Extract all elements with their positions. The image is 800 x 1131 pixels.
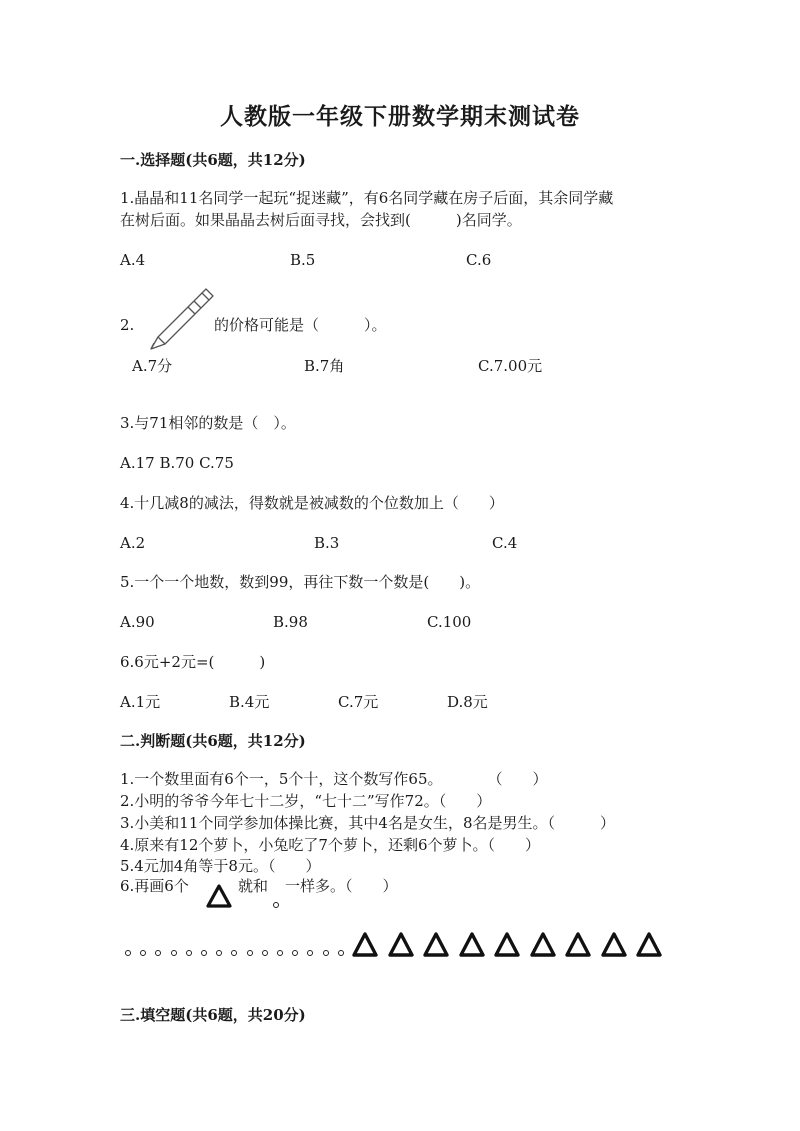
q1-option-a: A.4: [120, 251, 146, 269]
judge-item-4: 4.原来有12个萝卜，小兔吃了7个萝卜，还剩6个萝卜。（ ）: [120, 836, 540, 854]
q1-text-line1: 1.晶晶和11名同学一起玩“捉迷藏”，有6名同学藏在房子后面，其余同学藏: [120, 189, 614, 207]
q3-text: 3.与71相邻的数是（ ）。: [120, 414, 296, 432]
triangle-icon: [530, 932, 556, 958]
q5-option-a: A.90: [120, 613, 155, 631]
circle-icon: [247, 950, 253, 956]
q6-option-b: B.4元: [229, 693, 270, 711]
q1-text-line2: 在树后面。如果晶晶去树后面寻找，会找到( )名同学。: [120, 211, 522, 229]
circle-icon: [125, 950, 131, 956]
section-heading-judgement: 二.判断题(共6题，共12分): [120, 732, 306, 750]
circle-icon: [171, 950, 177, 956]
q2-number: 2.: [120, 316, 135, 334]
circle-icon: [323, 950, 329, 956]
q4-option-c: C.4: [492, 534, 518, 552]
q6-option-c: C.7元: [338, 693, 379, 711]
triangle-icon: [601, 932, 627, 958]
triangle-icon: [388, 932, 414, 958]
q6-text: 6.6元+2元=( ): [120, 653, 266, 671]
circle-icon: [231, 950, 237, 956]
section-heading-fill: 三.填空题(共6题，共20分): [120, 1006, 306, 1024]
circle-icon: [273, 902, 279, 908]
q4-option-b: B.3: [314, 534, 340, 552]
q2-option-c: C.7.00元: [478, 357, 543, 375]
q1-option-c: C.6: [466, 251, 492, 269]
judge-item-5: 5.4元加4角等于8元。（ ）: [120, 857, 321, 875]
triangle-icon: [636, 932, 662, 958]
judge-item-2: 2.小明的爷爷今年七十二岁，“七十二”写作72。（ ）: [120, 792, 492, 810]
triangle-icon: [565, 932, 591, 958]
circle-icon: [338, 950, 344, 956]
circle-icon: [216, 950, 222, 956]
triangle-icon: [494, 932, 520, 958]
judge-item-3: 3.小美和11个同学参加体操比赛，其中4名是女生，8名是男生。（ ）: [120, 814, 615, 832]
q2-option-b: B.7角: [304, 357, 345, 375]
circle-icon: [186, 950, 192, 956]
triangle-icon: [423, 932, 449, 958]
circle-icon: [262, 950, 268, 956]
triangle-icon: [206, 884, 232, 908]
judge-item-6-part3: 一样多。（ ）: [285, 877, 398, 895]
circle-icon: [277, 950, 283, 956]
triangle-icon: [459, 932, 485, 958]
q5-text: 5.一个一个地数，数到99，再往下数一个数是( )。: [120, 573, 481, 591]
section-heading-choice: 一.选择题(共6题，共12分): [120, 151, 306, 169]
page-title: 人教版一年级下册数学期末测试卷: [220, 103, 580, 130]
q6-option-a: A.1元: [120, 693, 161, 711]
pen-icon: [142, 285, 214, 353]
q4-option-a: A.2: [120, 534, 146, 552]
q1-option-b: B.5: [290, 251, 316, 269]
q4-text: 4.十几减8的减法，得数就是被减数的个位数加上（ ）: [120, 494, 504, 512]
circle-icon: [292, 950, 298, 956]
q3-options: A.17 B.70 C.75: [120, 454, 234, 472]
q6-option-d: D.8元: [447, 693, 488, 711]
q5-option-c: C.100: [427, 613, 472, 631]
circle-icon: [307, 950, 313, 956]
circle-icon: [201, 950, 207, 956]
judge-item-6-part2: 就和: [238, 877, 269, 895]
judge-item-1: 1.一个数里面有6个一，5个十，这个数写作65。 （ ）: [120, 770, 548, 788]
judge-item-6-part1: 6.再画6个: [120, 877, 189, 895]
q5-option-b: B.98: [273, 613, 308, 631]
circle-icon: [155, 950, 161, 956]
circle-icon: [140, 950, 146, 956]
q2-text: 的价格可能是（ ）。: [214, 316, 387, 334]
q2-option-a: A.7分: [132, 357, 173, 375]
triangle-icon: [352, 932, 378, 958]
